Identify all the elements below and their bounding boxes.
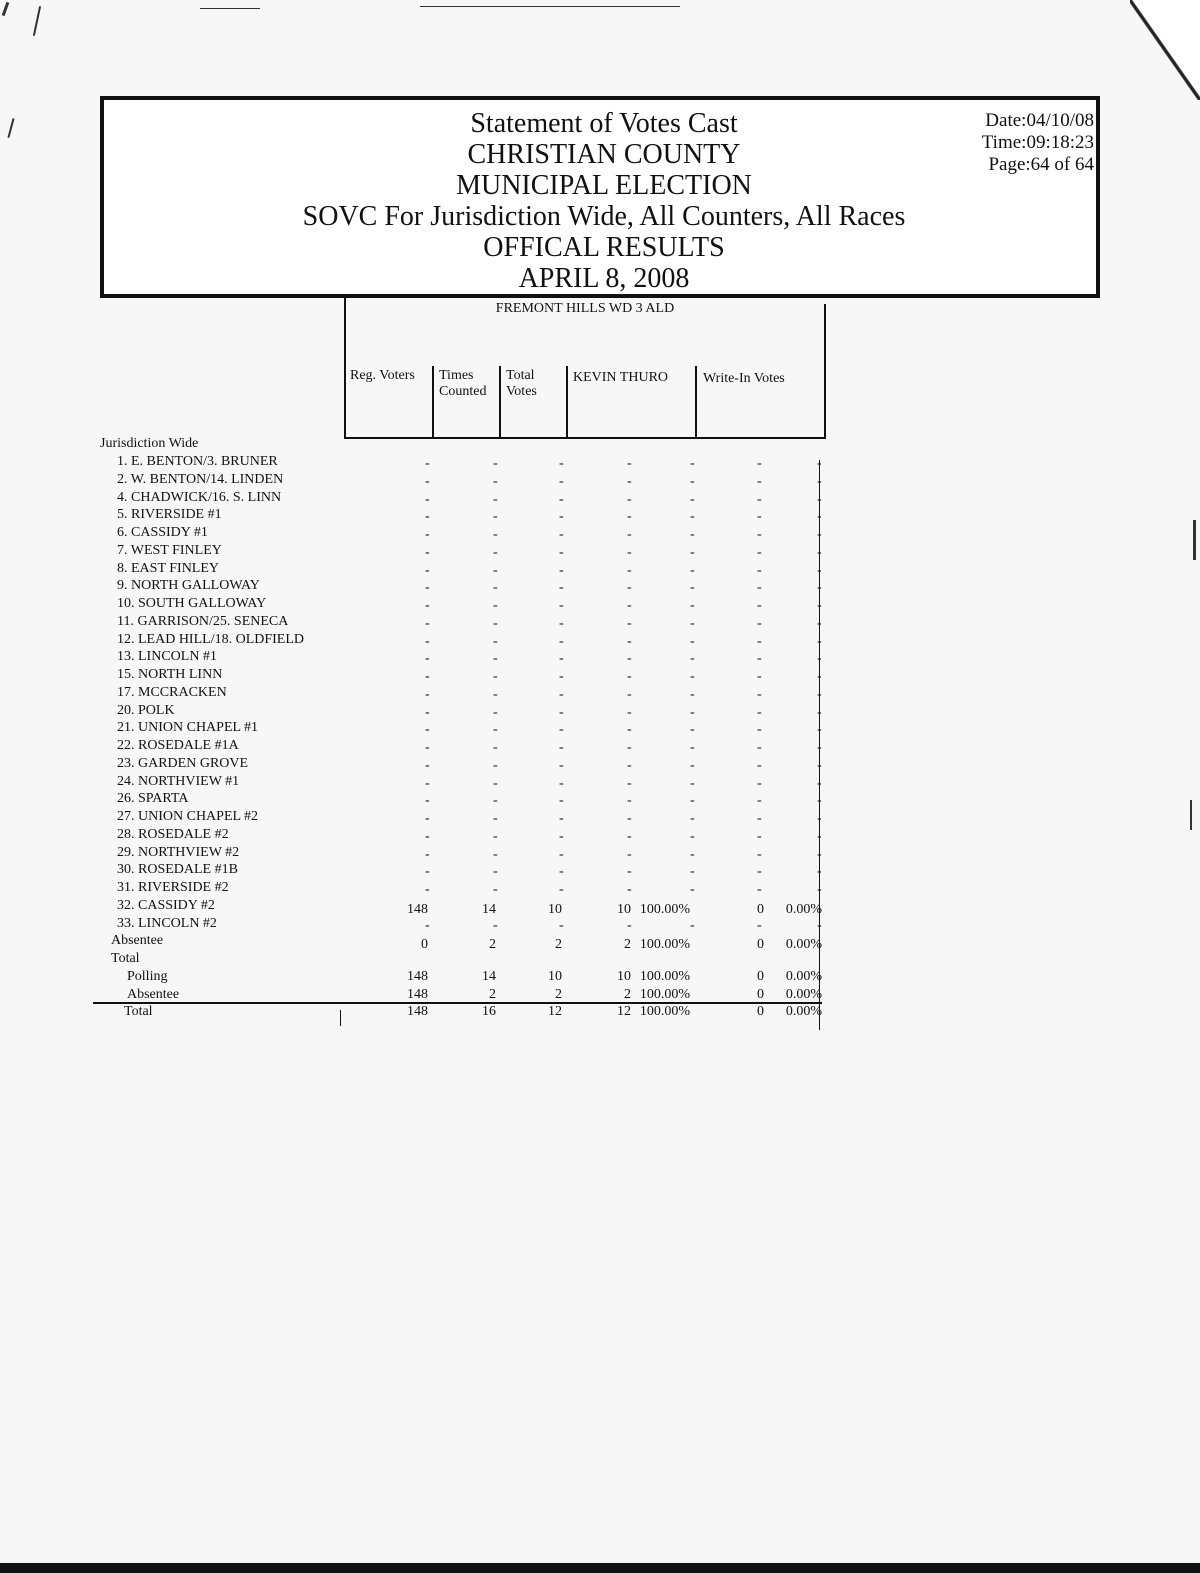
empty-dash: -: [690, 828, 695, 844]
empty-dash: -: [559, 598, 564, 613]
empty-dash: -: [757, 562, 762, 578]
empty-dash: -: [757, 882, 762, 897]
empty-dash: -: [627, 598, 632, 613]
totals-row-label: Absentee: [127, 987, 180, 1002]
empty-dash: -: [627, 722, 632, 738]
totals-row-label: Polling: [127, 969, 168, 984]
empty-dash: -: [493, 651, 498, 667]
value-cell: 0: [757, 901, 764, 917]
empty-dash: -: [425, 633, 430, 649]
value-cell: 10: [548, 901, 562, 917]
empty-dash: -: [757, 686, 762, 702]
empty-dash: -: [425, 527, 430, 542]
empty-dash: -: [627, 580, 632, 596]
empty-dash: -: [757, 846, 762, 862]
empty-dash: -: [817, 846, 822, 862]
empty-dash: -: [559, 882, 564, 897]
empty-dash: -: [425, 473, 430, 489]
total-value-cell: 100.00%: [639, 969, 690, 984]
total-value-cell: 12: [548, 1004, 562, 1019]
empty-dash: -: [559, 615, 564, 631]
page-number: Page:64 of 64: [988, 154, 1094, 175]
empty-dash: -: [493, 757, 498, 773]
empty-dash: -: [690, 615, 695, 631]
report-meta: [982, 110, 1094, 176]
empty-dash: -: [425, 811, 430, 826]
total-value-cell: 2: [555, 987, 562, 1002]
empty-dash: -: [493, 846, 498, 862]
empty-dash: -: [559, 811, 564, 826]
empty-dash: -: [757, 544, 762, 560]
empty-dash: -: [627, 527, 632, 542]
empty-dash: -: [757, 633, 762, 649]
empty-dash: -: [627, 473, 632, 489]
empty-dash: -: [817, 598, 822, 613]
empty-dash: -: [627, 544, 632, 560]
total-value-cell: 148: [407, 969, 428, 984]
empty-dash: -: [690, 580, 695, 596]
empty-dash: -: [817, 811, 822, 826]
empty-dash: -: [493, 615, 498, 631]
empty-dash: -: [817, 473, 822, 489]
empty-dash: -: [757, 757, 762, 773]
empty-dash: -: [690, 473, 695, 489]
total-value-cell: 16: [482, 1004, 496, 1019]
empty-dash: -: [425, 491, 430, 507]
empty-dash: -: [757, 473, 762, 489]
empty-dash: -: [757, 651, 762, 667]
value-cell: 148: [407, 901, 428, 917]
empty-dash: -: [817, 740, 822, 755]
total-value-cell: 12: [617, 1004, 631, 1019]
empty-dash: -: [757, 864, 762, 880]
precinct-label: 24. NORTHVIEW #1: [117, 773, 240, 789]
total-value-cell: 100.00%: [639, 987, 690, 1002]
empty-dash: -: [425, 864, 430, 880]
empty-dash: -: [817, 793, 822, 809]
election-name: MUNICIPAL ELECTION: [456, 170, 752, 201]
empty-dash: -: [627, 562, 632, 578]
precinct-label: Absentee: [111, 933, 164, 949]
precinct-label: 26. SPARTA: [117, 791, 189, 807]
report-date: Date:04/10/08: [985, 110, 1094, 131]
precinct-label: 5. RIVERSIDE #1: [117, 507, 222, 523]
empty-dash: -: [493, 580, 498, 596]
empty-dash: -: [690, 509, 695, 525]
empty-dash: -: [690, 704, 695, 720]
precinct-label: 17. MCCRACKEN: [117, 684, 227, 700]
precinct-label: 22. ROSEDALE #1A: [117, 738, 239, 753]
empty-dash: -: [757, 704, 762, 720]
empty-dash: -: [690, 562, 695, 578]
empty-dash: -: [493, 917, 498, 933]
report-title: Statement of Votes Cast: [470, 108, 738, 139]
empty-dash: -: [493, 775, 498, 791]
empty-dash: -: [559, 757, 564, 773]
empty-dash: -: [757, 456, 762, 471]
county-name: CHRISTIAN COUNTY: [467, 139, 741, 170]
col-times-counted-line2: Counted: [439, 384, 487, 399]
empty-dash: -: [425, 828, 430, 844]
empty-dash: -: [559, 686, 564, 702]
totals-label: Total: [111, 951, 140, 966]
precinct-label: 20. POLK: [117, 702, 175, 718]
empty-dash: -: [817, 615, 822, 631]
table-left-border: [344, 298, 346, 438]
empty-dash: -: [690, 686, 695, 702]
empty-dash: -: [627, 757, 632, 773]
empty-dash: -: [493, 882, 498, 897]
precinct-label: 13. LINCOLN #1: [117, 649, 217, 665]
empty-dash: -: [493, 828, 498, 844]
empty-dash: -: [559, 722, 564, 738]
value-cell: 2: [624, 937, 631, 953]
empty-dash: -: [493, 669, 498, 684]
empty-dash: -: [757, 793, 762, 809]
empty-dash: -: [757, 598, 762, 613]
empty-dash: -: [690, 527, 695, 542]
column-divider: [432, 366, 434, 438]
empty-dash: -: [493, 562, 498, 578]
total-value-cell: 0.00%: [785, 987, 822, 1002]
column-divider: [566, 366, 568, 438]
empty-dash: -: [757, 527, 762, 542]
empty-dash: -: [627, 793, 632, 809]
empty-dash: -: [817, 491, 822, 507]
empty-dash: -: [559, 846, 564, 862]
empty-dash: -: [559, 669, 564, 684]
empty-dash: -: [425, 740, 430, 755]
scan-mark: [7, 118, 14, 138]
scan-mark: [420, 6, 680, 7]
empty-dash: -: [817, 864, 822, 880]
empty-dash: -: [627, 811, 632, 826]
empty-dash: -: [559, 527, 564, 542]
total-value-cell: 0.00%: [785, 969, 822, 984]
empty-dash: -: [690, 811, 695, 826]
empty-dash: -: [493, 456, 498, 471]
empty-dash: -: [425, 757, 430, 773]
precinct-label: 6. CASSIDY #1: [117, 525, 208, 540]
empty-dash: -: [425, 917, 430, 933]
empty-dash: -: [817, 527, 822, 542]
empty-dash: -: [627, 686, 632, 702]
value-cell: 100.00%: [639, 937, 690, 953]
total-value-cell: 10: [548, 969, 562, 984]
empty-dash: -: [690, 544, 695, 560]
empty-dash: -: [493, 544, 498, 560]
empty-dash: -: [493, 491, 498, 507]
empty-dash: -: [559, 544, 564, 560]
precinct-label: 31. RIVERSIDE #2: [117, 880, 229, 895]
empty-dash: -: [757, 509, 762, 525]
totals-row-label: Total: [124, 1004, 153, 1019]
col-total-votes-line1: Total: [506, 368, 535, 383]
empty-dash: -: [559, 828, 564, 844]
empty-dash: -: [559, 775, 564, 791]
precinct-label: 28. ROSEDALE #2: [117, 826, 229, 842]
empty-dash: -: [627, 917, 632, 933]
data-left-mark: [340, 1010, 341, 1026]
precinct-label: 8. EAST FINLEY: [117, 560, 220, 576]
scan-mark: [2, 2, 10, 16]
empty-dash: -: [627, 651, 632, 667]
empty-dash: -: [817, 509, 822, 525]
empty-dash: -: [493, 473, 498, 489]
total-value-cell: 14: [482, 969, 496, 984]
empty-dash: -: [559, 740, 564, 755]
empty-dash: -: [493, 722, 498, 738]
col-times-counted: [439, 368, 486, 400]
empty-dash: -: [425, 580, 430, 596]
empty-dash: -: [817, 562, 822, 578]
empty-dash: -: [425, 793, 430, 809]
total-value-cell: 0: [757, 969, 764, 984]
section-label: Jurisdiction Wide: [100, 436, 199, 451]
empty-dash: -: [493, 740, 498, 755]
empty-dash: -: [817, 757, 822, 773]
precinct-label: 1. E. BENTON/3. BRUNER: [117, 454, 278, 469]
election-date: APRIL 8, 2008: [518, 263, 690, 294]
empty-dash: -: [690, 775, 695, 791]
empty-dash: -: [425, 562, 430, 578]
empty-dash: -: [627, 509, 632, 525]
empty-dash: -: [559, 704, 564, 720]
empty-dash: -: [559, 456, 564, 471]
scan-mark: [200, 8, 260, 9]
empty-dash: -: [757, 828, 762, 844]
empty-dash: -: [559, 864, 564, 880]
empty-dash: -: [817, 580, 822, 596]
empty-dash: -: [559, 651, 564, 667]
empty-dash: -: [425, 544, 430, 560]
empty-dash: -: [425, 598, 430, 613]
empty-dash: -: [690, 598, 695, 613]
col-write-in: Write-In Votes: [703, 371, 785, 386]
empty-dash: -: [690, 491, 695, 507]
empty-dash: -: [690, 722, 695, 738]
precinct-label: 4. CHADWICK/16. S. LINN: [117, 489, 282, 505]
empty-dash: -: [559, 580, 564, 596]
empty-dash: -: [493, 598, 498, 613]
precinct-label: 30. ROSEDALE #1B: [117, 862, 238, 878]
empty-dash: -: [757, 740, 762, 755]
header-rule: [344, 437, 826, 439]
empty-dash: -: [757, 917, 762, 933]
scan-mark: [33, 6, 41, 36]
empty-dash: -: [627, 615, 632, 631]
empty-dash: -: [627, 669, 632, 684]
empty-dash: -: [817, 651, 822, 667]
value-cell: 2: [489, 937, 496, 953]
empty-dash: -: [559, 633, 564, 649]
empty-dash: -: [690, 651, 695, 667]
value-cell: 100.00%: [639, 901, 690, 917]
report-header: [100, 96, 1100, 298]
value-cell: 2: [555, 937, 562, 953]
report-time: Time:09:18:23: [981, 132, 1094, 153]
empty-dash: -: [425, 456, 430, 471]
empty-dash: -: [493, 704, 498, 720]
empty-dash: -: [627, 491, 632, 507]
empty-dash: -: [559, 473, 564, 489]
scan-mark: [1193, 520, 1196, 560]
folded-corner: [1130, 0, 1200, 100]
empty-dash: -: [493, 509, 498, 525]
precinct-label: 21. UNION CHAPEL #1: [117, 720, 259, 736]
total-value-cell: 0.00%: [785, 1004, 822, 1019]
empty-dash: -: [627, 864, 632, 880]
total-value-cell: 148: [407, 1004, 428, 1019]
empty-dash: -: [627, 633, 632, 649]
empty-dash: -: [425, 651, 430, 667]
empty-dash: -: [690, 846, 695, 862]
precinct-label: 9. NORTH GALLOWAY: [117, 578, 260, 594]
report-scope: SOVC For Jurisdiction Wide, All Counters, All Races: [302, 201, 906, 232]
empty-dash: -: [559, 491, 564, 507]
scan-mark: [1190, 800, 1192, 830]
precinct-label: 23. GARDEN GROVE: [117, 755, 249, 771]
empty-dash: -: [627, 740, 632, 755]
empty-dash: -: [425, 509, 430, 525]
precinct-label: 11. GARRISON/25. SENECA: [117, 613, 289, 629]
race-title: FREMONT HILLS WD 3 ALD: [495, 301, 675, 316]
value-cell: 14: [482, 901, 496, 917]
empty-dash: -: [690, 793, 695, 809]
empty-dash: -: [425, 669, 430, 684]
empty-dash: -: [817, 917, 822, 933]
col-times-counted-line1: Times: [439, 368, 474, 383]
value-cell: 10: [617, 901, 631, 917]
precinct-label: 32. CASSIDY #2: [117, 897, 215, 913]
empty-dash: -: [690, 456, 695, 471]
empty-dash: -: [425, 615, 430, 631]
empty-dash: -: [817, 882, 822, 897]
empty-dash: -: [425, 722, 430, 738]
empty-dash: -: [425, 846, 430, 862]
value-cell: 0: [421, 937, 428, 953]
empty-dash: -: [690, 864, 695, 880]
grand-total-rule: [93, 1002, 822, 1004]
empty-dash: -: [627, 775, 632, 791]
col-total-votes-line2: Votes: [506, 384, 537, 399]
empty-dash: -: [690, 669, 695, 684]
empty-dash: -: [559, 509, 564, 525]
total-value-cell: 2: [489, 987, 496, 1002]
empty-dash: -: [817, 722, 822, 738]
empty-dash: -: [493, 686, 498, 702]
results-status: OFFICAL RESULTS: [483, 232, 725, 263]
empty-dash: -: [757, 615, 762, 631]
precinct-label: 15. NORTH LINN: [117, 667, 223, 682]
empty-dash: -: [817, 686, 822, 702]
precinct-label: 2. W. BENTON/14. LINDEN: [117, 471, 284, 487]
col-candidate: KEVIN THURO: [573, 370, 669, 385]
empty-dash: -: [627, 704, 632, 720]
empty-dash: -: [425, 882, 430, 897]
empty-dash: -: [817, 544, 822, 560]
empty-dash: -: [757, 580, 762, 596]
empty-dash: -: [757, 722, 762, 738]
empty-dash: -: [817, 704, 822, 720]
precinct-label: 29. NORTHVIEW #2: [117, 844, 240, 860]
scan-bottom-edge: [0, 1563, 1200, 1573]
total-value-cell: 2: [624, 987, 631, 1002]
report-title-block: [264, 108, 944, 294]
empty-dash: -: [690, 633, 695, 649]
precinct-label: 12. LEAD HILL/18. OLDFIELD: [117, 631, 305, 647]
empty-dash: -: [757, 775, 762, 791]
empty-dash: -: [559, 562, 564, 578]
empty-dash: -: [817, 456, 822, 471]
empty-dash: -: [627, 456, 632, 471]
column-divider: [695, 366, 697, 438]
empty-dash: -: [425, 775, 430, 791]
total-value-cell: 148: [407, 987, 428, 1002]
value-cell: 0: [757, 937, 764, 953]
empty-dash: -: [690, 757, 695, 773]
empty-dash: -: [817, 775, 822, 791]
empty-dash: -: [627, 882, 632, 897]
precinct-label: 10. SOUTH GALLOWAY: [117, 596, 267, 611]
col-total-votes: [506, 368, 537, 400]
total-value-cell: 100.00%: [639, 1004, 690, 1019]
empty-dash: -: [493, 864, 498, 880]
empty-dash: -: [690, 882, 695, 897]
empty-dash: -: [817, 633, 822, 649]
empty-dash: -: [493, 811, 498, 826]
empty-dash: -: [757, 491, 762, 507]
empty-dash: -: [425, 704, 430, 720]
col-reg-voters: Reg. Voters: [350, 368, 415, 383]
empty-dash: -: [559, 793, 564, 809]
precinct-label: 27. UNION CHAPEL #2: [117, 809, 259, 824]
empty-dash: -: [493, 527, 498, 542]
total-value-cell: 0: [757, 1004, 764, 1019]
precinct-label: 33. LINCOLN #2: [117, 915, 217, 931]
empty-dash: -: [627, 846, 632, 862]
empty-dash: -: [493, 793, 498, 809]
empty-dash: -: [817, 828, 822, 844]
empty-dash: -: [559, 917, 564, 933]
table-right-border: [824, 304, 826, 438]
empty-dash: -: [627, 828, 632, 844]
total-value-cell: 0: [757, 987, 764, 1002]
total-value-cell: 10: [617, 969, 631, 984]
empty-dash: -: [690, 917, 695, 933]
column-divider: [499, 366, 501, 438]
empty-dash: -: [757, 811, 762, 826]
empty-dash: -: [493, 633, 498, 649]
empty-dash: -: [757, 669, 762, 684]
empty-dash: -: [817, 669, 822, 684]
empty-dash: -: [690, 740, 695, 755]
empty-dash: -: [425, 686, 430, 702]
precinct-label: 7. WEST FINLEY: [117, 542, 222, 558]
value-cell: 0.00%: [785, 901, 822, 917]
value-cell: 0.00%: [785, 937, 822, 953]
